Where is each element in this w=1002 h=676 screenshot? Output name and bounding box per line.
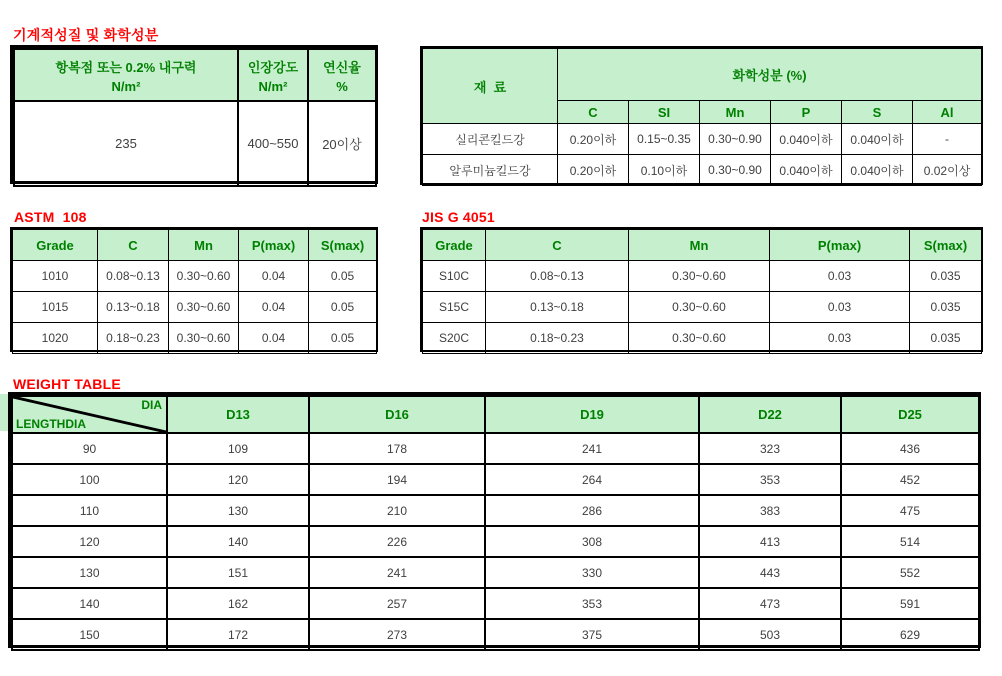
col-header-smax: S(max)	[309, 230, 377, 261]
cell-grade: 1015	[13, 292, 98, 323]
cell-value: 0.040이하	[771, 155, 842, 186]
cell-weight: 241	[309, 557, 485, 588]
table-row	[12, 588, 979, 619]
table-row	[12, 433, 979, 464]
cell-yield-value: 235	[14, 101, 238, 186]
cell-weight: 323	[699, 433, 841, 464]
cell-weight: 172	[167, 619, 309, 650]
table-row	[13, 292, 377, 323]
cell-elongation-value: 20이상	[308, 101, 376, 186]
cell-value: 0.03	[770, 323, 910, 354]
cell-value: 0.13~0.18	[98, 292, 169, 323]
cell-weight: 273	[309, 619, 485, 650]
col-header-elongation	[308, 49, 376, 101]
table-row	[13, 261, 377, 292]
cell-value: 0.040이하	[842, 155, 913, 186]
table-row	[12, 619, 979, 650]
cell-value: 0.05	[309, 323, 377, 354]
cell-value: 0.04	[239, 261, 309, 292]
cell-weight: 452	[841, 464, 979, 495]
cell-weight: 413	[699, 526, 841, 557]
cell-weight: 330	[485, 557, 699, 588]
col-header-al: Al	[913, 101, 982, 124]
cell-value: 0.30~0.60	[629, 261, 770, 292]
cell-grade: 1020	[13, 323, 98, 354]
col-header-d13: D13	[167, 396, 309, 433]
cell-value: 0.02이상	[913, 155, 982, 186]
corner-label-dia: DIA	[141, 398, 162, 412]
cell-value: 0.20이하	[558, 155, 629, 186]
cell-value: 0.08~0.13	[486, 261, 629, 292]
cell-grade: S20C	[423, 323, 486, 354]
cell-value: 0.03	[770, 261, 910, 292]
table-row	[423, 155, 982, 186]
header-unit: N/m²	[258, 78, 288, 94]
cell-grade: S15C	[423, 292, 486, 323]
cell-value: 0.18~0.23	[98, 323, 169, 354]
cell-weight: 383	[699, 495, 841, 526]
cell-weight: 473	[699, 588, 841, 619]
cell-weight: 226	[309, 526, 485, 557]
cell-length: 150	[12, 619, 167, 650]
cell-grade: 1010	[13, 261, 98, 292]
cell-weight: 264	[485, 464, 699, 495]
table-row	[13, 323, 377, 354]
cell-value: 0.20이하	[558, 124, 629, 155]
cell-value: 0.30~0.90	[700, 124, 771, 155]
cell-weight: 151	[167, 557, 309, 588]
table-row	[12, 557, 979, 588]
header-unit: %	[336, 78, 348, 94]
cell-weight: 194	[309, 464, 485, 495]
cell-grade: S10C	[423, 261, 486, 292]
cell-material: 실리콘킬드강	[423, 124, 558, 155]
cell-weight: 210	[309, 495, 485, 526]
cell-weight: 308	[485, 526, 699, 557]
cell-value: 0.035	[910, 292, 982, 323]
cell-weight: 109	[167, 433, 309, 464]
cell-weight: 475	[841, 495, 979, 526]
table-row	[423, 323, 982, 354]
astm-108-table	[10, 227, 378, 352]
cell-value: 0.30~0.60	[169, 292, 239, 323]
col-header-si: SI	[629, 101, 700, 124]
col-header-d16: D16	[309, 396, 485, 433]
col-header-p: P	[771, 101, 842, 124]
col-header-d22: D22	[699, 396, 841, 433]
cell-weight: 286	[485, 495, 699, 526]
cell-weight: 514	[841, 526, 979, 557]
col-header-mn: Mn	[629, 230, 770, 261]
col-header-mn: Mn	[700, 101, 771, 124]
cell-value: 0.03	[770, 292, 910, 323]
cell-value: 0.18~0.23	[486, 323, 629, 354]
cell-weight: 162	[167, 588, 309, 619]
col-header-smax: S(max)	[910, 230, 982, 261]
cell-length: 130	[12, 557, 167, 588]
col-header-c: C	[558, 101, 629, 124]
col-header-pmax: P(max)	[239, 230, 309, 261]
header-unit: N/m²	[111, 78, 141, 94]
cell-value: -	[913, 124, 982, 155]
header-label: 항복점 또는 0.2% 내구력	[55, 59, 197, 75]
cell-material: 알루미늄킬드강	[423, 155, 558, 186]
col-header-mn: Mn	[169, 230, 239, 261]
section-title-weight: WEIGHT TABLE	[13, 376, 121, 392]
cell-weight: 241	[485, 433, 699, 464]
cell-value: 0.15~0.35	[629, 124, 700, 155]
group-header-chemical-composition: 화학성분 (%)	[558, 49, 982, 101]
table-row	[423, 124, 982, 155]
cell-value: 0.30~0.60	[169, 261, 239, 292]
table-row	[12, 464, 979, 495]
cell-value: 0.30~0.90	[700, 155, 771, 186]
corner-label-length: LENGTHDIA	[16, 417, 86, 431]
col-header-material: 재 료	[423, 49, 558, 124]
section-title-astm: ASTM 108	[14, 209, 87, 225]
cell-value: 0.035	[910, 323, 982, 354]
weight-table	[8, 392, 981, 648]
cell-length: 140	[12, 588, 167, 619]
corner-header-length-dia	[12, 396, 167, 433]
cell-length: 110	[12, 495, 167, 526]
section-title-jis: JIS G 4051	[422, 209, 495, 225]
col-header-c: C	[98, 230, 169, 261]
col-header-c: C	[486, 230, 629, 261]
cell-weight: 591	[841, 588, 979, 619]
cell-length: 100	[12, 464, 167, 495]
header-label: 인장강도	[247, 59, 299, 75]
col-header-grade: Grade	[423, 230, 486, 261]
cell-value: 0.05	[309, 292, 377, 323]
cell-weight: 629	[841, 619, 979, 650]
table-row	[423, 292, 982, 323]
cell-value: 0.035	[910, 261, 982, 292]
cell-weight: 436	[841, 433, 979, 464]
cell-length: 90	[12, 433, 167, 464]
cell-weight: 443	[699, 557, 841, 588]
cell-weight: 257	[309, 588, 485, 619]
cell-length: 120	[12, 526, 167, 557]
cell-value: 0.04	[239, 292, 309, 323]
cell-weight: 503	[699, 619, 841, 650]
col-header-d19: D19	[485, 396, 699, 433]
section-title-mechanical: 기계적성질 및 화학성분	[13, 27, 159, 43]
cell-value: 0.04	[239, 323, 309, 354]
cell-weight: 178	[309, 433, 485, 464]
col-header-d25: D25	[841, 396, 979, 433]
mechanical-properties-table	[10, 45, 378, 184]
col-header-s: S	[842, 101, 913, 124]
table-row	[423, 261, 982, 292]
cell-weight: 552	[841, 557, 979, 588]
cell-weight: 130	[167, 495, 309, 526]
cell-weight: 120	[167, 464, 309, 495]
col-header-pmax: P(max)	[770, 230, 910, 261]
cell-weight: 140	[167, 526, 309, 557]
col-header-grade: Grade	[13, 230, 98, 261]
cell-value: 0.05	[309, 261, 377, 292]
cell-value: 0.040이하	[771, 124, 842, 155]
chemical-composition-table	[420, 46, 983, 185]
cell-tensile-value: 400~550	[238, 101, 308, 186]
table-row	[12, 495, 979, 526]
col-header-tensile-strength	[238, 49, 308, 101]
cell-weight: 353	[485, 588, 699, 619]
jis-g4051-table	[420, 227, 983, 352]
cell-weight: 353	[699, 464, 841, 495]
header-label: 연신율	[323, 59, 361, 75]
cell-value: 0.30~0.60	[629, 323, 770, 354]
cell-value: 0.13~0.18	[486, 292, 629, 323]
cell-value: 0.30~0.60	[169, 323, 239, 354]
table-row	[12, 526, 979, 557]
cell-value: 0.10이하	[629, 155, 700, 186]
cell-value: 0.040이하	[842, 124, 913, 155]
cell-weight: 375	[485, 619, 699, 650]
cell-value: 0.08~0.13	[98, 261, 169, 292]
col-header-yield-point	[14, 49, 238, 101]
cell-value: 0.30~0.60	[629, 292, 770, 323]
